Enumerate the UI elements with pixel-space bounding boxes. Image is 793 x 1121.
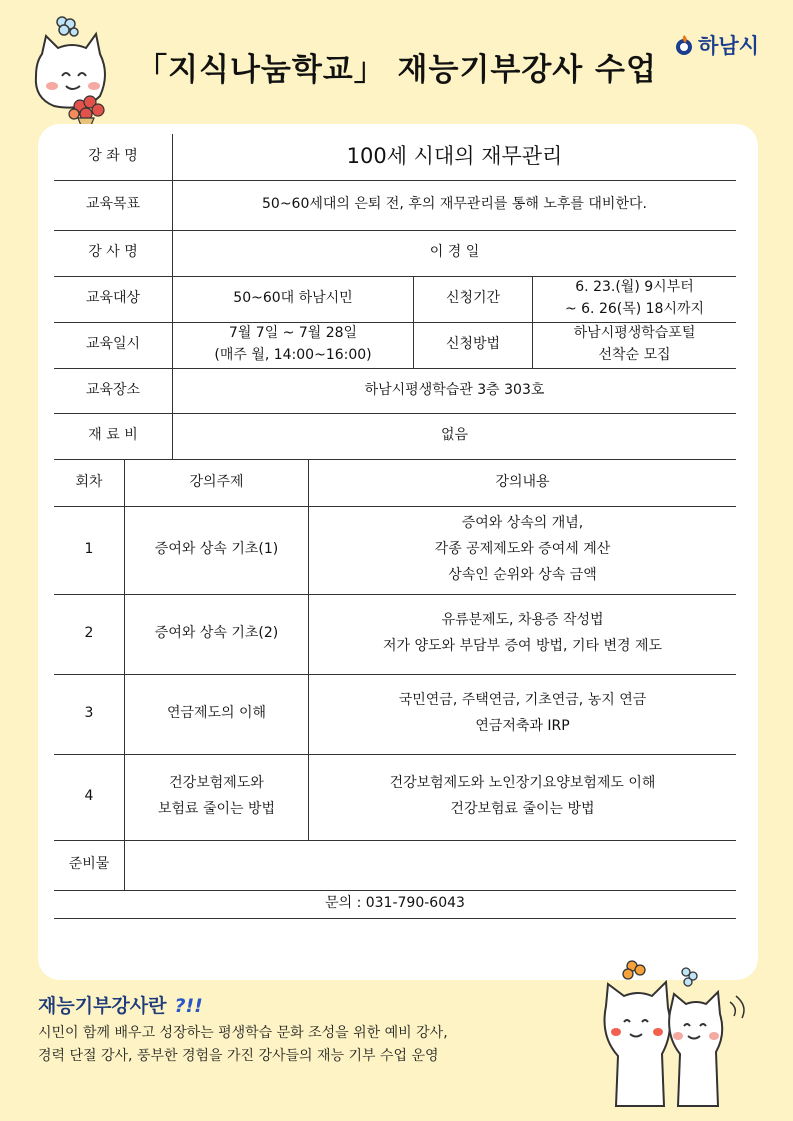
course-name-value: 100세 시대의 재무관리: [173, 134, 737, 180]
course-name-label: 강 좌 명: [54, 134, 173, 180]
table-row: [54, 594, 736, 674]
schedule-value: [173, 322, 414, 368]
session-number: 2: [54, 594, 125, 674]
period-value: [533, 276, 737, 322]
header-session: 회차: [54, 460, 125, 506]
table-row: [54, 506, 736, 594]
topic-line: 증여와 상속 기초(2): [154, 625, 279, 642]
session-topic: [125, 754, 309, 840]
topic-line: 연금제도의 이해: [166, 705, 267, 722]
topic-line: 증여와 상속 기초(1): [154, 541, 279, 558]
footer-title-mark: ?!!: [174, 995, 203, 1017]
table-row: [54, 754, 736, 840]
prep-label: 준비물: [54, 840, 125, 890]
content-line: 연금저축과 IRP: [475, 718, 570, 734]
table-row: [54, 674, 736, 754]
method-line-2: 선착순 모집: [598, 347, 671, 363]
session-topic: [125, 674, 309, 754]
topic-line: 보험료 줄이는 방법: [157, 801, 276, 817]
method-label: 신청방법: [414, 322, 533, 368]
fee-label: 재 료 비: [54, 413, 173, 459]
session-topic: [125, 506, 309, 594]
goal-value: 50~60세대의 은퇴 전, 후의 재무관리를 통해 노후를 대비한다.: [173, 180, 737, 230]
header-content: 강의내용: [309, 460, 737, 506]
schedule-label: 교육일시: [54, 322, 173, 368]
content-line: 국민연금, 주택연금, 기초연금, 농지 연금: [398, 692, 647, 709]
session-number: 3: [54, 674, 125, 754]
period-line-2: ~ 6. 26(목) 18시까지: [564, 301, 705, 317]
session-content: [309, 754, 737, 840]
content-line: 상속인 순위와 상속 금액: [448, 566, 597, 583]
logo-text: 하남시: [698, 34, 759, 58]
page-title: 「지식나눔학교」 재능기부강사 수업: [136, 52, 657, 88]
content-line: 유류분제도, 차용증 작성법: [441, 612, 604, 629]
place-value: 하남시평생학습관 3층 303호: [173, 368, 737, 413]
method-value: [533, 322, 737, 368]
header-topic: 강의주제: [125, 460, 309, 506]
period-label: 신청기간: [414, 276, 533, 322]
instructor-value: 이 경 일: [173, 230, 737, 276]
target-value: 50~60대 하남시민: [173, 276, 414, 322]
footer-line-2: 경력 단절 강사, 풍부한 경험을 가진 강사들의 재능 기부 수업 운영: [38, 1048, 439, 1065]
session-content: [309, 674, 737, 754]
session-number: 1: [54, 506, 125, 594]
hanam-logo: [674, 30, 759, 60]
footer-title: [38, 991, 203, 1018]
content-line: 건강보험제도와 노인장기요양보험제도 이해: [389, 775, 656, 792]
footer-title-text: 재능기부강사란: [38, 995, 167, 1017]
goal-label: 교육목표: [54, 180, 173, 230]
footer-line-1: 시민이 함께 배우고 성장하는 평생학습 문화 조성을 위한 예비 강사,: [38, 1025, 448, 1041]
content-line: 저가 양도와 부담부 증여 방법, 기타 변경 제도: [382, 638, 663, 654]
contact-info: 문의 : 031-790-6043: [54, 890, 736, 918]
footer-description: [38, 1022, 448, 1068]
instructor-label: 강 사 명: [54, 230, 173, 276]
content-line: 증여와 상속의 개념,: [461, 515, 584, 532]
session-number: 4: [54, 754, 125, 840]
content-line: 각종 공제제도와 증여세 계산: [434, 541, 611, 558]
mascot-pair-icon: [594, 956, 764, 1116]
place-label: 교육장소: [54, 368, 173, 413]
topic-line: 건강보험제도와: [169, 775, 264, 792]
content-line: 건강보험료 줄이는 방법: [450, 801, 595, 817]
schedule-line-1: 7월 7일 ~ 7월 28일: [228, 325, 358, 342]
method-line-1: 하남시평생학습포털: [573, 325, 696, 342]
session-content: [309, 506, 737, 594]
period-line-1: 6. 23.(월) 9시부터: [575, 279, 694, 296]
hanam-logo-icon: [674, 34, 694, 56]
course-info-table: [54, 134, 736, 460]
session-topic: [125, 594, 309, 674]
prep-value: [125, 840, 737, 890]
curriculum-table: [54, 460, 736, 919]
fee-value: 없음: [173, 413, 737, 459]
session-content: [309, 594, 737, 674]
course-card: [38, 124, 758, 980]
schedule-line-2: (매주 월, 14:00~16:00): [214, 347, 372, 363]
target-label: 교육대상: [54, 276, 173, 322]
